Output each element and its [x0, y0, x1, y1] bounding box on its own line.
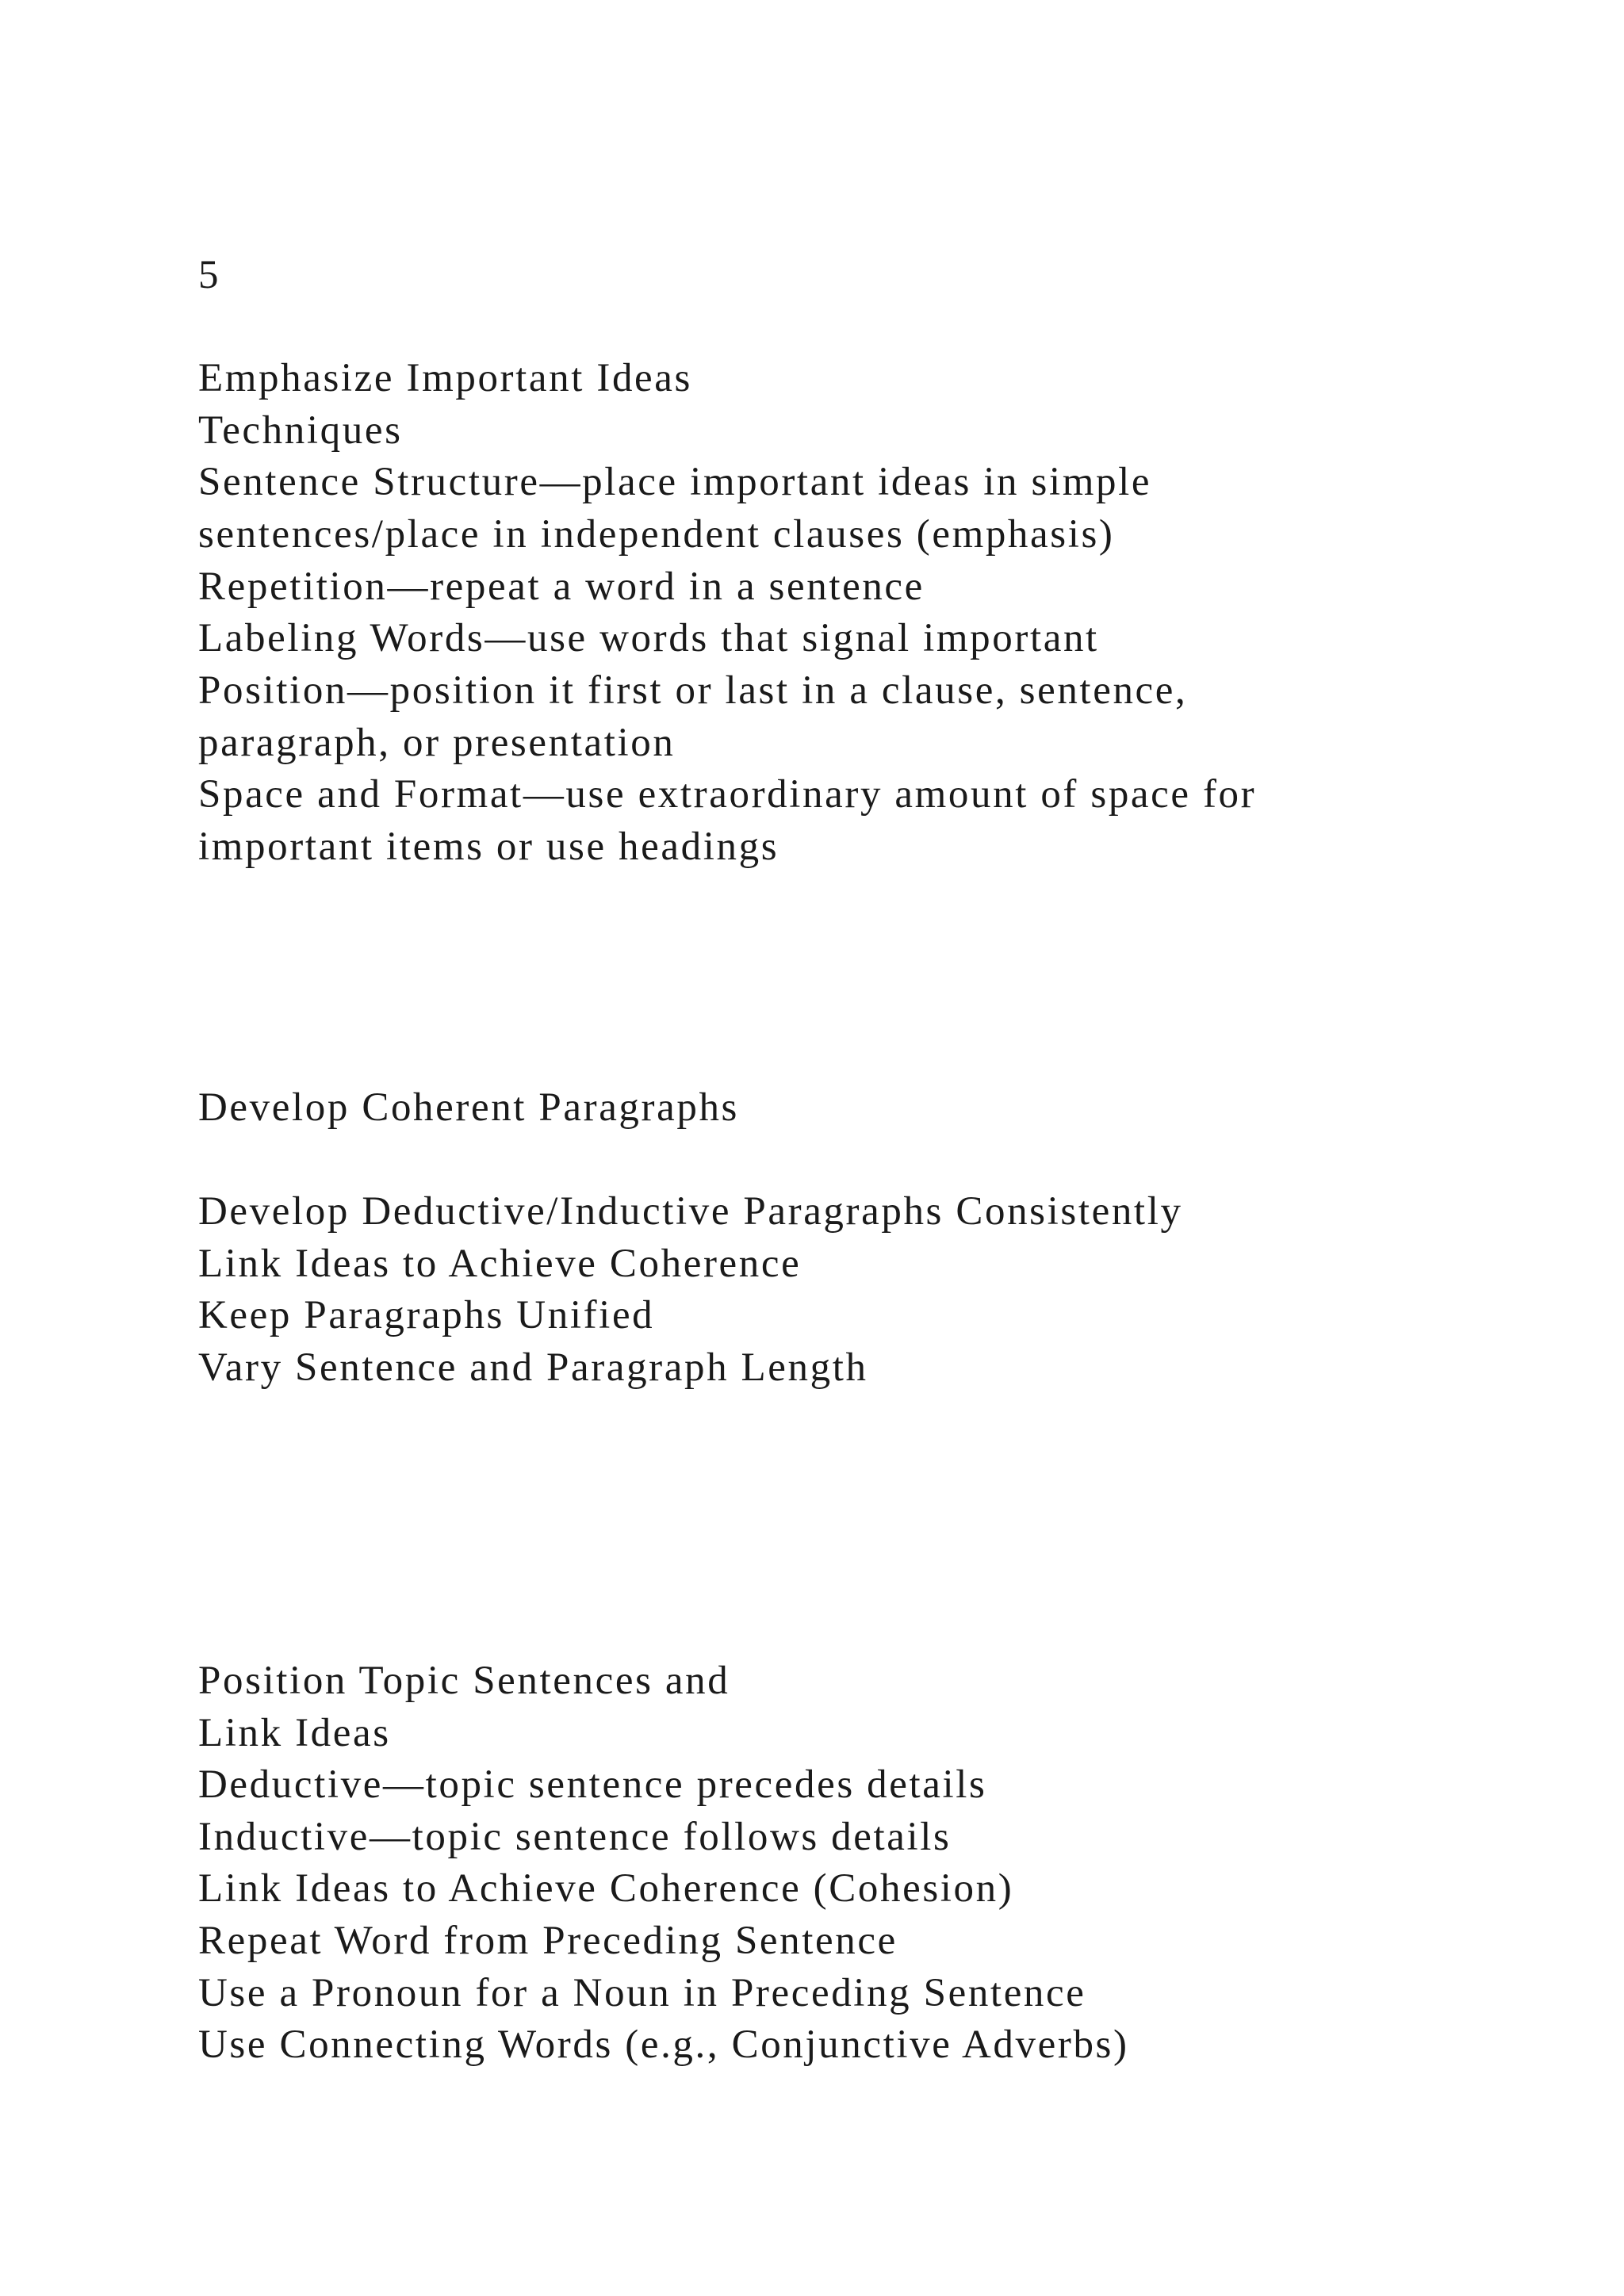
section-3-line: Use a Pronoun for a Noun in Preceding Sentence [198, 1971, 1086, 2015]
section-2-line: Keep Paragraphs Unified [198, 1293, 655, 1337]
section-1-line: Repetition—repeat a word in a sentence [198, 564, 925, 609]
section-3-line: Deductive—topic sentence precedes details [198, 1762, 987, 1807]
section-2-line: Link Ideas to Achieve Coherence [198, 1242, 802, 1286]
section-2-line: Develop Deductive/Inductive Paragraphs Consistently [198, 1189, 1183, 1234]
section-3-line: Use Connecting Words (e.g., Conjunctive Adverbs) [198, 2022, 1129, 2067]
section-2-heading: Develop Coherent Paragraphs [198, 1085, 740, 1130]
section-1-line: important items or use headings [198, 825, 779, 869]
page-number: 5 [198, 253, 221, 297]
section-3-line: Inductive—topic sentence follows details [198, 1815, 952, 1859]
section-1-line: sentences/place in independent clauses (emphasis) [198, 512, 1115, 557]
section-1-line: Techniques [198, 408, 403, 453]
section-3-heading: Position Topic Sentences and [198, 1659, 730, 1703]
section-3-line: Link Ideas to Achieve Coherence (Cohesion) [198, 1866, 1014, 1911]
section-1-line: Sentence Structure—place important ideas in simple [198, 460, 1152, 504]
section-3-line: Repeat Word from Preceding Sentence [198, 1919, 898, 1963]
section-3-heading: Link Ideas [198, 1711, 391, 1755]
section-1-heading: Emphasize Important Ideas [198, 356, 692, 400]
section-2-line: Vary Sentence and Paragraph Length [198, 1345, 868, 1390]
section-1-line: Labeling Words—use words that signal important [198, 616, 1099, 660]
section-1-line: paragraph, or presentation [198, 721, 676, 765]
section-1-line: Space and Format—use extraordinary amount of space for [198, 772, 1257, 817]
section-1-line: Position—position it first or last in a clause, sentence, [198, 668, 1188, 713]
